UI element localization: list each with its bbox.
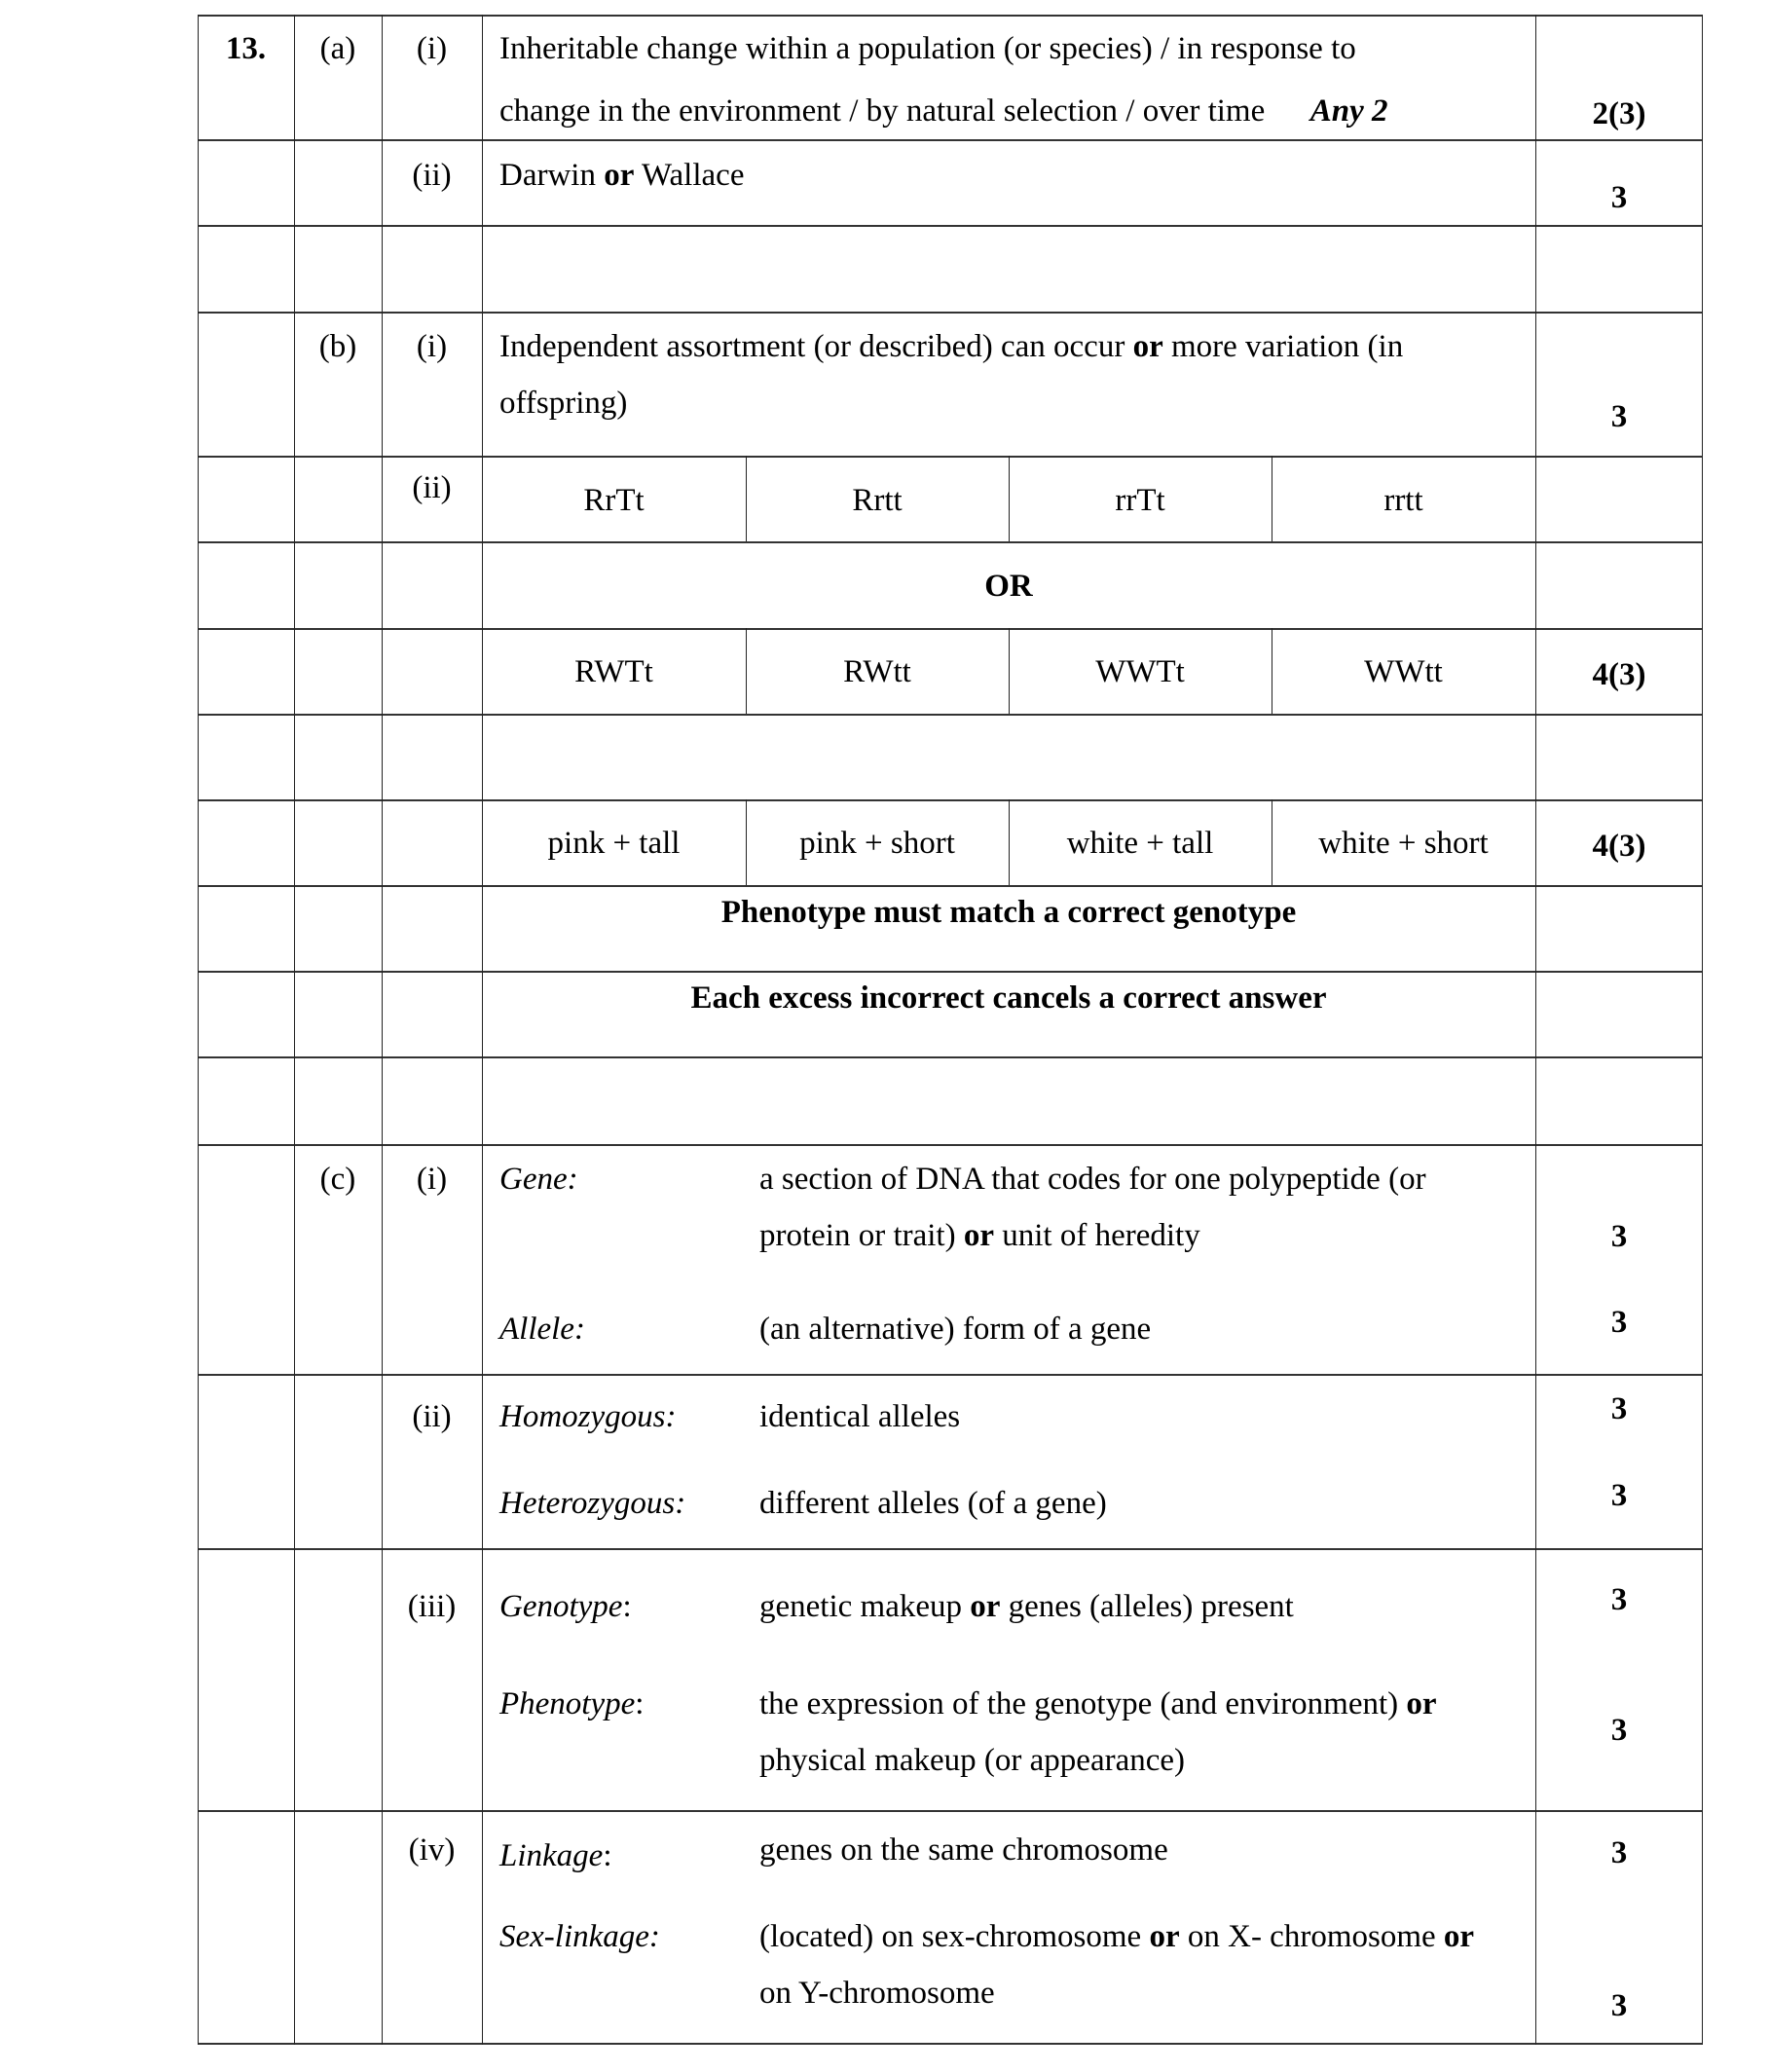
row-divider [198,1810,1703,1812]
term-label: Homozygous: [499,1399,677,1434]
definition: the expression of the genotype (and environment) or [759,1686,1437,1721]
row-divider [198,15,1703,17]
marking-note: Phenotype must match a correct genotype [720,895,1297,930]
answer-line: offspring) [499,386,628,421]
definition: (located) on sex-chromosome or on X- chromosome or [759,1919,1475,1954]
row-divider [198,1548,1703,1550]
marks: 2(3) [1592,96,1646,131]
genotype-cell: RrTt [583,483,645,518]
definition: identical alleles [759,1399,961,1434]
phenotype-cell: white + short [1318,826,1489,861]
row-divider [198,225,1703,227]
genotype-cell: RWTt [574,654,653,689]
answer-line: Independent assortment (or described) can occur or more variation (in [499,329,1404,364]
part-label: (a) [319,31,356,66]
column-divider [482,15,483,2045]
answer-line: Darwin or Wallace [499,158,745,193]
definition: protein or trait) or unit of heredity [759,1218,1200,1253]
definition: a section of DNA that codes for one polypeptide (or [759,1162,1426,1197]
marks: 3 [1610,1988,1628,2023]
subpart-label: (i) [416,1162,448,1197]
term-label: Heterozygous: [499,1486,686,1521]
marks: 4(3) [1592,657,1646,692]
definition: (an alternative) form of a gene [759,1312,1152,1347]
row-divider [198,714,1703,716]
row-divider [198,139,1703,141]
subpart-label: (iii) [407,1589,457,1624]
genotype-cell: Rrtt [852,483,903,518]
term-label: Genotype: [499,1589,632,1624]
definition: different alleles (of a gene) [759,1486,1107,1521]
genotype-cell: WWtt [1364,654,1443,689]
column-divider [198,15,199,2045]
genotype-cell: rrtt [1383,483,1423,518]
row-divider [198,541,1703,543]
subpart-label: (i) [416,329,448,364]
phenotype-cell: white + tall [1066,826,1214,861]
subpart-label: (iv) [408,1832,456,1868]
marking-scheme-table [198,15,1703,2045]
or-separator: OR [984,569,1033,604]
term-label: Allele: [499,1312,585,1347]
subpart-label: (ii) [412,470,452,505]
row-divider [198,456,1703,458]
marks: 3 [1610,399,1628,434]
marks: 3 [1610,1582,1628,1617]
definition: genes on the same chromosome [759,1832,1168,1868]
marks: 3 [1610,1835,1628,1870]
genotype-cell: rrTt [1115,483,1165,518]
answer-line: Inheritable change within a population (or species) / in response to [499,31,1356,66]
row-divider [198,1056,1703,1058]
subpart-label: (ii) [412,158,452,193]
part-label: (c) [319,1162,356,1197]
marking-note: Each excess incorrect cancels a correct answer [690,980,1327,1016]
row-divider [198,312,1703,314]
row-divider [198,1144,1703,1146]
row-divider [198,1374,1703,1376]
genotype-cell: WWTt [1095,654,1185,689]
subpart-label: (ii) [412,1399,452,1434]
subpart-label: (i) [416,31,448,66]
marks: 3 [1610,180,1628,215]
genotype-cell: RWtt [843,654,911,689]
row-divider [198,628,1703,630]
phenotype-cell: pink + tall [547,826,681,861]
term-label: Phenotype: [499,1686,645,1721]
marks: 3 [1610,1478,1628,1513]
phenotype-cell: pink + short [799,826,955,861]
term-label: Sex-linkage: [499,1919,660,1954]
definition: physical makeup (or appearance) [759,1743,1186,1778]
marks: 4(3) [1592,829,1646,864]
row-divider [198,2043,1703,2045]
marks: 3 [1610,1391,1628,1426]
answer-line: change in the environment / by natural selection / over time Any 2 [499,93,1388,129]
marks: 3 [1610,1219,1628,1254]
term-label: Linkage: [499,1838,612,1873]
question-number: 13. [225,31,267,66]
marks: 3 [1610,1305,1628,1340]
definition: genetic makeup or genes (alleles) present [759,1589,1294,1624]
qualifier: Any 2 [1309,93,1388,129]
row-divider [198,799,1703,801]
definition: on Y-chromosome [759,1976,995,2011]
term-label: Gene: [499,1162,578,1197]
marks: 3 [1610,1713,1628,1748]
part-label: (b) [318,329,357,364]
